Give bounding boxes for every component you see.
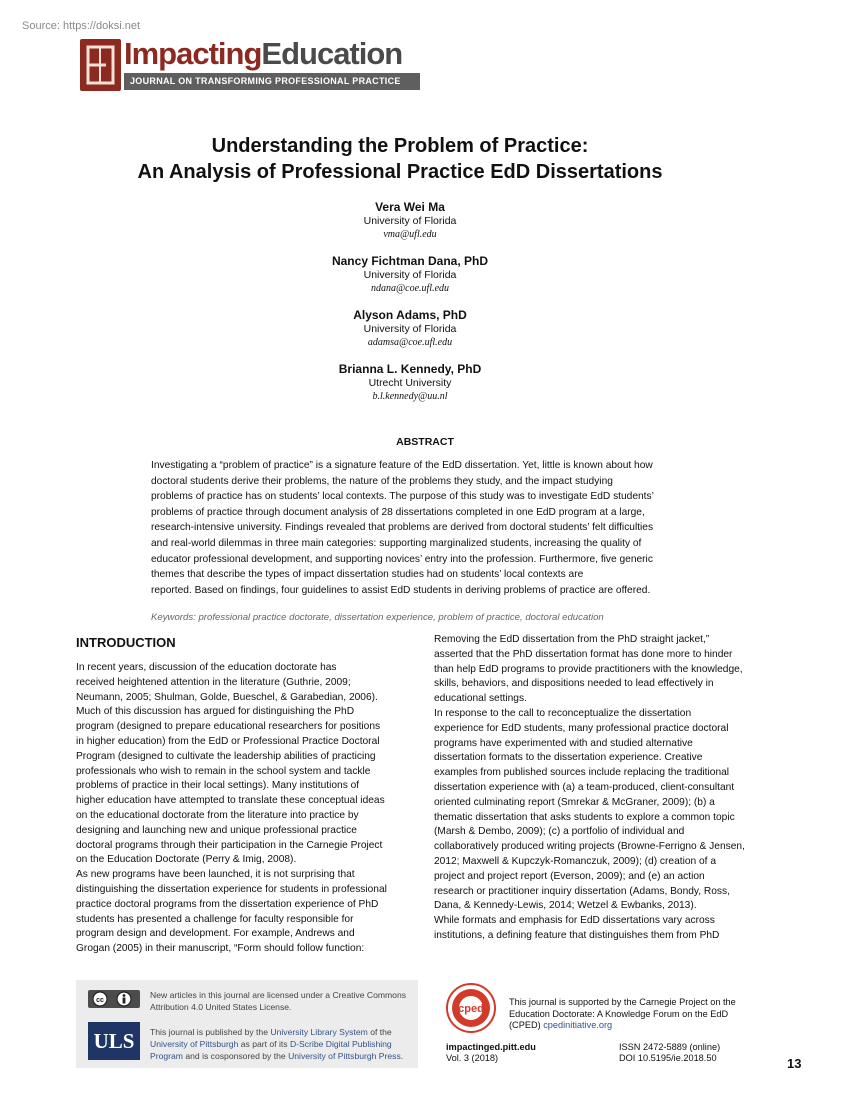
author-block <box>200 308 620 349</box>
publisher-text-part: . <box>400 1051 404 1061</box>
author-email[interactable]: adamsa@coe.ufl.edu <box>367 337 453 348</box>
abstract-text: Investigating a “problem of practice” is a signature feature of the EdD dissertation. Yet, little is known about how doctoral students derive their problems, the nature of the problems they study, and the impact studying problems of practice has on students’ local contexts. The purpose of this study was to investigate EdD students’ problems of practice through document analysis of 28 dissertations completed in one EdD program at a large, research-intensive university. Findings revealed that problems are derived from doctoral students’ felt difficulties and real-world dilemmas in three main categories: supporting marginalized students, increasing the quality of educator professional development, and supporting novices’ entry into the profession. Furthermore, five generic themes that describe the types of impact dissertation studies had on students’ local contexts are reported. Based on findings, four guidelines to assist EdD students in deriving problems of practice are offered. <box>151 460 654 596</box>
publisher-text-part: This journal is published by the <box>150 1027 271 1037</box>
pitt-press-link[interactable]: University of Pittsburgh Press <box>288 1051 401 1061</box>
license-publisher-box <box>76 980 418 1068</box>
author-email[interactable]: b.l.kennedy@uu.nl <box>372 391 448 402</box>
author-block <box>200 200 620 241</box>
keywords: Keywords: professional practice doctorate, dissertation experience, problem of practice, doctoral education <box>151 612 604 623</box>
cped-seal-text: cped <box>458 1003 484 1015</box>
uls-link[interactable]: University Library System <box>270 1027 368 1037</box>
body-column-right: Removing the EdD dissertation from the PhD straight jacket,” asserted that the PhD dissertation format has done more to hinder than help EdD programs to provide practitioners with the knowledge, skills, behaviors, and dispositions needed to lead effectively in educational settings. In response to the call to reconceptualize the dissertation experience for EdD students, many professional practice doctoral programs have experimented with and studied alternative dissertation formats to the dissertation experience. Creative examples from published sources include replacing the traditional dissertation experience with (a) a team-produced, client-consultant oriented culminating report (Smrekar & McGraner, 2009); (b) a thematic dissertation that asks students to explore a common topic (Marsh & Dembo, 2009); (c) a portfolio of individual and collaboratively produced writing projects (Browne-Ferrigno & Jensen, 2012; Maxwell & Kupczyk-Romanczuk, 2009); (d) creation of a project and project report (Everson, 2009); and (e) an action research or practitioner inquiry dissertation (Adams, Bondy, Ross, Dana, & Kennedy-Lewis, 2014; Wetzel & Ewbanks, 2013). While formats and emphasis for EdD dissertations vary across institutions, a defining feature that distinguishes them from PhD <box>434 634 745 941</box>
title-line-2: An Analysis of Professional Practice EdD Dissertations <box>137 161 663 183</box>
cc-by-license-icon[interactable] <box>88 990 140 1008</box>
svg-text:cc: cc <box>96 997 104 1004</box>
dscribe-link[interactable]: D-Scribe Digital Publishing Program <box>150 1039 392 1061</box>
support-text <box>509 997 749 1032</box>
journal-name-part-1: Impacting <box>124 36 262 71</box>
ie-monogram-icon <box>80 39 121 91</box>
journal-name-part-2: Education <box>261 36 403 71</box>
uls-logo[interactable]: ULS <box>88 1022 140 1060</box>
doi-info[interactable]: DOI 10.5195/ie.2018.50 <box>619 1053 717 1063</box>
journal-logo[interactable] <box>80 36 425 94</box>
pitt-link[interactable]: University of Pittsburgh <box>150 1039 239 1049</box>
author-block <box>200 254 620 295</box>
source-label: Source: https://doksi.net <box>22 20 141 32</box>
cped-seal-icon[interactable] <box>446 983 496 1033</box>
page-number: 13 <box>787 1056 802 1071</box>
title-line-1: Understanding the Problem of Practice: <box>211 135 589 157</box>
author-affiliation: Utrecht University <box>368 377 452 389</box>
volume-info: Vol. 3 (2018) <box>446 1053 499 1063</box>
journal-site-link[interactable]: impactinged.pitt.edu <box>446 1042 536 1052</box>
article-title <box>0 133 800 185</box>
author-name: Alyson Adams, PhD <box>353 308 467 322</box>
author-email[interactable]: ndana@coe.ufl.edu <box>370 283 450 294</box>
support-text-body: This journal is supported by the Carnegie Project on the Education Doctorate: A Knowledge Forum on the EdD (CPED) <box>509 997 736 1031</box>
author-name: Nancy Fichtman Dana, PhD <box>331 254 489 268</box>
license-text: New articles in this journal are licensed under a Creative Commons Attribution 4.0 United States License. <box>150 990 407 1012</box>
publisher-text-part: of the <box>367 1027 392 1037</box>
issn-info: ISSN 2472-5889 (online) <box>619 1042 721 1052</box>
introduction-heading: INTRODUCTION <box>76 635 176 650</box>
journal-name <box>124 36 402 72</box>
body-column-left: In recent years, discussion of the education doctorate has received heightened attention in the literature (Guthrie, 2009; Neumann, 2005; Shulman, Golde, Bueschel, & Garabedian, 2006). Much of this discussion has argued for distinguishing the PhD program (designed to prepare educational researchers for positions in higher education) from the EdD or Professional Practice Doctoral Program (designed to cultivate the leadership abilities of practicing professionals who wish to remain in the school system and tackle problems of practice in their local settings). Many institutions of higher education have attempted to translate these conceptual ideas on the educational doctorate from the literature into practice by designing and launching new and unique professional practice doctoral programs through their participation in the Carnegie Project on the Education Doctorate (Perry & Imig, 2008). As new programs have been launched, it is not surprising that distinguishing the dissertation experience for students in professional practice doctoral programs from the dissertation experience of PhD students has presented a challenge for faculty responsible for program design and development. For example, Andrews and Grogan (2005) in their manuscript, “Form should follow function: <box>76 662 387 955</box>
publisher-text <box>150 1026 416 1062</box>
journal-tagline: JOURNAL ON TRANSFORMING PROFESSIONAL PRACTICE <box>124 73 420 90</box>
author-affiliation: University of Florida <box>363 269 457 281</box>
author-name: Brianna L. Kennedy, PhD <box>338 362 482 376</box>
publisher-text-part: as part of its <box>238 1039 290 1049</box>
author-name: Vera Wei Ma <box>375 200 445 214</box>
author-affiliation: University of Florida <box>363 215 457 227</box>
author-email[interactable]: vma@ufl.edu <box>383 229 437 240</box>
cped-link[interactable]: cpedinitiative.org <box>543 1020 613 1031</box>
abstract-heading: ABSTRACT <box>396 436 454 448</box>
publisher-text-part: and is cosponsored by the <box>182 1051 289 1061</box>
author-block <box>200 362 620 403</box>
author-affiliation: University of Florida <box>363 323 457 335</box>
